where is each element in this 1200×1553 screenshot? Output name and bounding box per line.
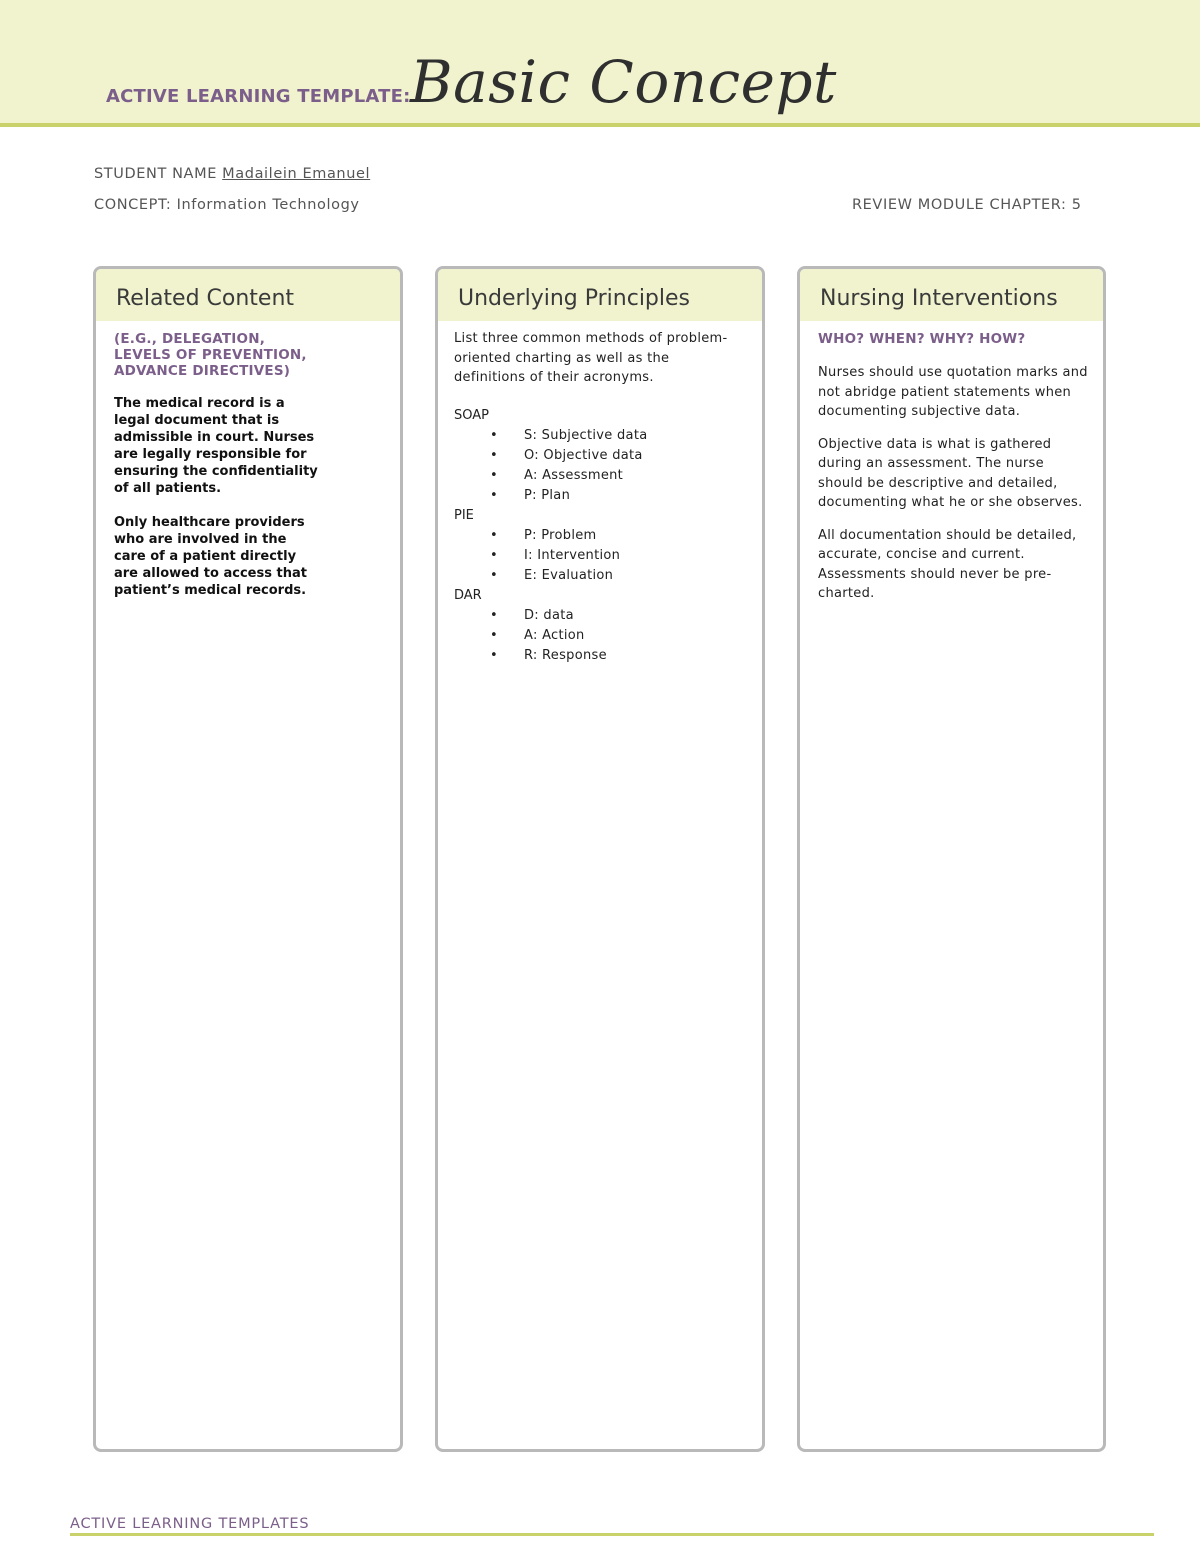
method-list: [454, 426, 742, 506]
list-item: • A: Action: [490, 627, 585, 643]
list-item: • O: Objective data: [490, 447, 643, 463]
method-name: PIE: [454, 507, 474, 523]
list-item: • D: data: [490, 607, 574, 623]
header-rule: [0, 123, 1200, 127]
method-list: [454, 606, 742, 666]
method-name: SOAP: [454, 407, 489, 423]
template-title: Basic Concept: [410, 48, 837, 116]
review-module-label: REVIEW MODULE CHAPTER:: [852, 197, 1067, 213]
list-item: • I: Intervention: [490, 547, 621, 563]
related-content-paragraph: The medical record is a legal document that is admissible in court. Nurses are legally responsible for ensuring the confidentiality of all patients.: [114, 396, 318, 496]
concept-value: Information Technology: [176, 197, 360, 213]
concept-field: [94, 197, 360, 213]
underlying-principles-title: Underlying Principles: [438, 269, 762, 321]
nursing-interventions-panel: [797, 266, 1106, 1452]
student-name-value: Madailein Emanuel: [222, 166, 371, 182]
review-module-value: 5: [1071, 197, 1082, 213]
list-item: • E: Evaluation: [490, 567, 614, 583]
related-content-panel: [93, 266, 403, 1452]
review-module-field: [852, 197, 1082, 213]
list-item: • P: Problem: [490, 527, 597, 543]
underlying-principles-panel: [435, 266, 765, 1452]
nursing-interventions-paragraph: All documentation should be detailed, accurate, concise and current. Assessments should never be pre-charted.: [818, 527, 1077, 601]
nursing-interventions-title: Nursing Interventions: [800, 269, 1103, 321]
related-content-subheading: (E.G., DELEGATION, LEVELS OF PREVENTION, ADVANCE DIRECTIVES): [114, 331, 307, 379]
concept-label: CONCEPT:: [94, 197, 172, 213]
underlying-principles-intro: List three common methods of problem-oriented charting as well as the definitions of their acronyms.: [454, 331, 728, 385]
related-content-title: Related Content: [96, 269, 400, 321]
nursing-interventions-subheading: WHO? WHEN? WHY? HOW?: [818, 331, 1026, 347]
related-content-paragraph: Only healthcare providers who are involved in the care of a patient directly are allowed to access that patient’s medical records.: [114, 515, 307, 598]
method-name: DAR: [454, 587, 482, 603]
footer-rule: [70, 1533, 1154, 1536]
footer-label: ACTIVE LEARNING TEMPLATES: [70, 1516, 310, 1532]
template-label: ACTIVE LEARNING TEMPLATE:: [106, 86, 411, 107]
list-item: • P: Plan: [490, 487, 571, 503]
nursing-interventions-paragraph: Nurses should use quotation marks and not abridge patient statements when documenting subjective data.: [818, 365, 1088, 419]
student-name-label: STUDENT NAME: [94, 166, 217, 182]
list-item: • S: Subjective data: [490, 427, 648, 443]
list-item: • R: Response: [490, 647, 607, 663]
list-item: • A: Assessment: [490, 467, 624, 483]
method-list: [454, 526, 742, 586]
student-name-field: [94, 166, 370, 182]
nursing-interventions-paragraph: Objective data is what is gathered during an assessment. The nurse should be descriptive and detailed, documenting what he or she observes.: [818, 436, 1083, 510]
